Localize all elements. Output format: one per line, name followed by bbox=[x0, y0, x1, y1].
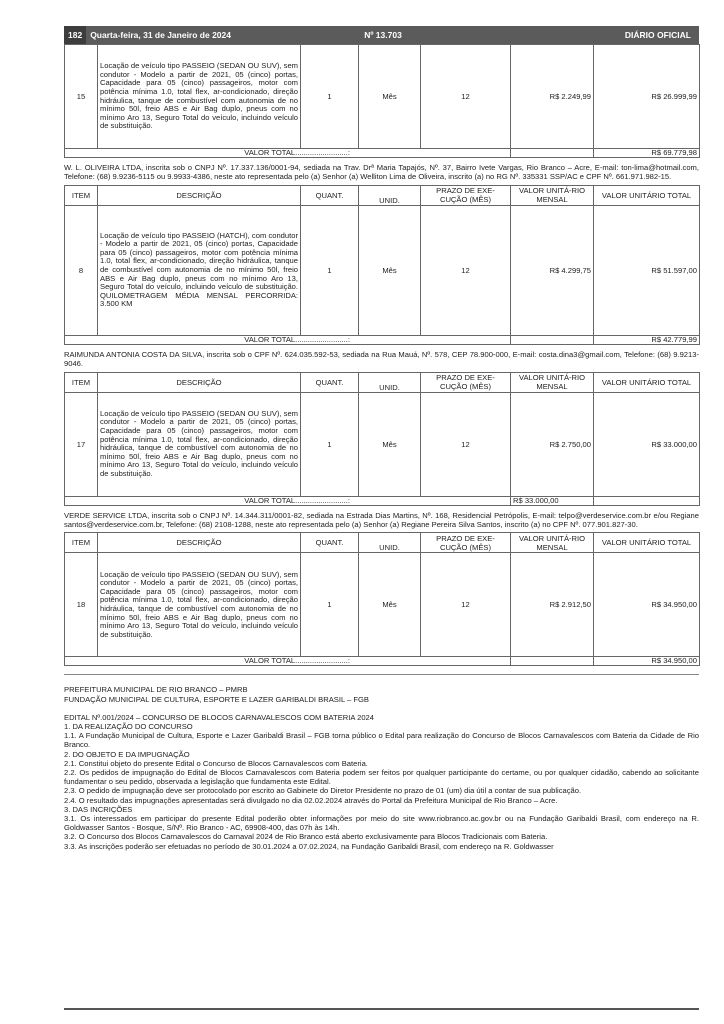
term-cell: 12 bbox=[421, 553, 511, 657]
col-term: PRAZO DE EXE-CUÇÃO (MÊS) bbox=[421, 185, 511, 205]
table-header-row bbox=[65, 185, 700, 205]
unit-cell: Mês bbox=[359, 205, 421, 335]
term-cell: 12 bbox=[421, 45, 511, 149]
item-cell: 15 bbox=[65, 45, 98, 149]
company-info: W. L. OLIVEIRA LTDA, inscrita sob o CNPJ Nº. 17.337.136/0001-94, sediada na Trav. Drª Maria Tapajós, Nº. 37, Bairro Ivete Vargas, Rio Branco – Acre, E-mail: ton-lima@hotmail.com, Telefone: (68) 9.9236-5115 ou 9.9933-4386, neste ato representada pelo (a) Senhor (a) Welliton Lima de Oliveira, inscrito (a) no RG Nº. 335331 SSP/AC e CPF Nº. 661.971.982-15. bbox=[64, 163, 699, 182]
col-total-value: VALOR UNITÁRIO TOTAL bbox=[594, 533, 700, 553]
total-mid: R$ 33.000,00 bbox=[511, 496, 594, 505]
total-row bbox=[65, 496, 700, 505]
table-row bbox=[65, 392, 700, 496]
total-value-cell: R$ 34.950,00 bbox=[594, 553, 700, 657]
total-value-cell: R$ 51.597,00 bbox=[594, 205, 700, 335]
term-cell: 12 bbox=[421, 205, 511, 335]
col-item: ITEM bbox=[65, 533, 98, 553]
company-info: RAIMUNDA ANTONIA COSTA DA SILVA, inscrita sob o CPF Nº. 624.035.592-53, sediada na Rua Mauá, Nº. 578, CEP 78.900-000, E-mail: costa.dina3@gmail.com, Telefone: (68) 9.9213-9046. bbox=[64, 349, 699, 369]
page-bottom-rule bbox=[64, 1008, 699, 1010]
contract-table-2 bbox=[64, 185, 700, 345]
total-mid bbox=[511, 657, 594, 666]
org-name: PREFEITURA MUNICIPAL DE RIO BRANCO – PMRB bbox=[64, 685, 248, 695]
edital-section bbox=[64, 685, 699, 850]
col-description: DESCRIÇÃO bbox=[98, 533, 301, 553]
org-name: FUNDAÇÃO MUNICIPAL DE CULTURA, ESPORTE E LAZER GARIBALDI BRASIL – FGB bbox=[64, 694, 369, 704]
section-divider bbox=[64, 674, 699, 675]
unit-cell: Mês bbox=[359, 392, 421, 496]
contract-table-4 bbox=[64, 532, 700, 666]
table-row bbox=[65, 553, 700, 657]
table-header-row bbox=[65, 372, 700, 392]
col-item: ITEM bbox=[65, 372, 98, 392]
monthly-value-cell: R$ 2.750,00 bbox=[511, 392, 594, 496]
edital-line: 1.1. A Fundação Municipal de Cultura, Esporte e Lazer Garibaldi Brasil – FGB torna público o Edital para realização do Concurso de Blocos Carnavalescos com Bateria da Cidade de Rio Branco. bbox=[64, 731, 699, 750]
item-cell: 8 bbox=[65, 205, 98, 335]
table-row bbox=[65, 45, 700, 149]
description-cell: Locação de veículo tipo PASSEIO (SEDAN OU SUV), sem condutor - Modelo a partir de 2021, 05 (cinco) portas, Capacidade para 05 (cinco) passageiros, motor com potência mínima 1.0, total flex, ar-condicionado, direção hidráulica, tanque de combustível com autonomia de no mínimo 50l, freio ABS e Air Bag duplo, pneus com no mínimo Aro 13, Seguro Total do veículo, incluindo veículo de substituição. bbox=[98, 392, 301, 496]
total-row bbox=[65, 149, 700, 158]
description-cell: Locação de veículo tipo PASSEIO (HATCH), com condutor - Modelo a partir de 2021, 05 (cinco) portas, Capacidade para 05 (cinco) passageiros, motor com potência mínima 1.0, total flex, ar-condicionado, direção hidráulica, tanque de combustível com autonomia de no mínimo 50l, freio ABS e Air Bag duplo, pneus com no mínimo Aro 13, Seguro Total do veículo, incluindo veículo de substituição. QUILOMETRAGEM MÉDIA MENSAL PERCORRIDA: 3.500 KM bbox=[98, 205, 301, 335]
col-quantity: QUANT. bbox=[301, 185, 359, 205]
monthly-value-cell: R$ 4.299,75 bbox=[511, 205, 594, 335]
edital-line: 2.1. Constitui objeto do presente Edital o Concurso de Blocos Carnavalescos com Bateria. bbox=[64, 758, 368, 768]
page-number: 182 bbox=[64, 26, 86, 44]
total-value-cell: R$ 26.999,99 bbox=[594, 45, 700, 149]
edital-line: 2.4. O resultado das impugnações apresentadas será divulgado no dia 02.02.2024 através do Portal da Prefeitura Municipal de Rio Branco – Acre. bbox=[64, 795, 558, 805]
total-mid bbox=[511, 149, 594, 158]
table-row bbox=[65, 205, 700, 335]
col-description: DESCRIÇÃO bbox=[98, 372, 301, 392]
edital-line: 2.2. Os pedidos de impugnação do Edital de Blocos Carnavalescos com Bateria podem ser feitos por qualquer participante do certame, ou por qualquer cidadão, cabendo ao solicitante fundamentar o seu pedido, observada a legislação que fundamenta este Edital. bbox=[64, 768, 699, 787]
term-cell: 12 bbox=[421, 392, 511, 496]
col-monthly-value: VALOR UNITÁ-RIO MENSAL bbox=[511, 372, 594, 392]
total-amount: R$ 69.779,98 bbox=[594, 149, 700, 158]
monthly-value-cell: R$ 2.249,99 bbox=[511, 45, 594, 149]
edition-number: Nº 13.703 bbox=[364, 30, 402, 40]
total-label: VALOR TOTAL.........................: bbox=[65, 335, 511, 344]
edital-line: 3.1. Os interessados em participar do presente Edital poderão obter informações por meio do site www.riobranco.ac.gov.br ou na Fundação Garibaldi Brasil, com endereço na R. Goldwasser Santos - Bosque, S/Nº. Rio Branco - AC, 69908-400, das 07h às 14h. bbox=[64, 814, 699, 833]
total-amount: R$ 42.779,99 bbox=[594, 335, 700, 344]
quantity-cell: 1 bbox=[301, 392, 359, 496]
spacer bbox=[64, 704, 699, 713]
total-amount: R$ 34.950,00 bbox=[594, 657, 700, 666]
col-monthly-value: VALOR UNITÁ-RIO MENSAL bbox=[511, 185, 594, 205]
total-row bbox=[65, 657, 700, 666]
contract-table-1 bbox=[64, 44, 700, 158]
quantity-cell: 1 bbox=[301, 45, 359, 149]
edital-line: 3.2. O Concurso dos Blocos Carnavalescos do Carnaval 2024 de Rio Branco está aberto exclusivamente para Blocos Tradicionais com Bateria. bbox=[64, 832, 548, 842]
unit-cell: Mês bbox=[359, 553, 421, 657]
col-item: ITEM bbox=[65, 185, 98, 205]
col-term: PRAZO DE EXE-CUÇÃO (MÊS) bbox=[421, 533, 511, 553]
table-header-row bbox=[65, 533, 700, 553]
col-quantity: QUANT. bbox=[301, 533, 359, 553]
edital-line: 1. DA REALIZAÇÃO DO CONCURSO bbox=[64, 722, 193, 732]
company-info: VERDE SERVICE LTDA, inscrita sob o CNPJ Nº. 14.344.311/0001-82, sediada na Estrada Dias Martins, Nº. 168, Residencial Petrópolis, E-mail: telpo@verdeservice.com.br e/ou Regiane santos@verdeservice.com.br, Telefone: (68) 2108-1288, neste ato representada pelo (a) Senhor (a) Regiane Pereira Silva Santos, inscrito (a) no CPF Nº. 077.901.827-30. bbox=[64, 510, 699, 530]
journal-title: DIÁRIO OFICIAL bbox=[624, 30, 691, 40]
edital-title: EDITAL Nº.001/2024 – CONCURSO DE BLOCOS CARNAVALESCOS COM BATERIA 2024 bbox=[64, 712, 374, 722]
col-unit: UNID. bbox=[359, 533, 421, 553]
description-cell: Locação de veículo tipo PASSEIO (SEDAN OU SUV), sem condutor - Modelo a partir de 2021, 05 (cinco) portas, Capacidade para 05 (cinco) passageiros, motor com potência mínima 1.0, total flex, ar-condicionado, direção hidráulica, tanque de combustível com autonomia de no mínimo 50l, freio ABS e Air Bag duplo, pneus com no mínimo Aro 13, Seguro Total do veículo, incluindo veículo de substituição. bbox=[98, 553, 301, 657]
edital-line: 3. DAS INCRIÇÕES bbox=[64, 804, 133, 814]
item-cell: 18 bbox=[65, 553, 98, 657]
description-cell: Locação de veículo tipo PASSEIO (SEDAN OU SUV), sem condutor - Modelo a partir de 2021, 05 (cinco) portas, Capacidade para 05 (cinco) passageiros, motor com potência mínima 1.0, total flex, ar-condicionado, direção hidráulica, tanque de combustível com autonomia de no mínimo 50l, freio ABS e Air Bag duplo, pneus com no mínimo Aro 13, Seguro Total do veículo, incluindo veículo de substituição. bbox=[98, 45, 301, 149]
col-total-value: VALOR UNITÁRIO TOTAL bbox=[594, 185, 700, 205]
header-date: Quarta-feira, 31 de Janeiro de 2024 bbox=[90, 30, 231, 40]
quantity-cell: 1 bbox=[301, 553, 359, 657]
total-value-cell: R$ 33.000,00 bbox=[594, 392, 700, 496]
col-unit: UNID. bbox=[359, 372, 421, 392]
total-label: VALOR TOTAL.........................: bbox=[65, 496, 511, 505]
total-row bbox=[65, 335, 700, 344]
contract-table-3 bbox=[64, 372, 700, 506]
edital-line: 2.3. O pedido de impugnação deve ser protocolado por escrito ao Gabinete do Diretor Presidente no prazo de 01 (um) dia útil a contar de sua publicação. bbox=[64, 786, 582, 796]
page-header bbox=[64, 26, 699, 44]
col-monthly-value: VALOR UNITÁ-RIO MENSAL bbox=[511, 533, 594, 553]
col-description: DESCRIÇÃO bbox=[98, 185, 301, 205]
total-label: VALOR TOTAL.........................: bbox=[65, 657, 511, 666]
edital-line: 2. DO OBJETO E DA IMPUGNAÇÃO bbox=[64, 749, 190, 759]
total-label: VALOR TOTAL.........................: bbox=[65, 149, 511, 158]
col-quantity: QUANT. bbox=[301, 372, 359, 392]
total-amount bbox=[594, 496, 700, 505]
monthly-value-cell: R$ 2.912,50 bbox=[511, 553, 594, 657]
col-unit: UNID. bbox=[359, 185, 421, 205]
total-mid bbox=[511, 335, 594, 344]
edital-line: 3.3. As inscrições poderão ser efetuadas no período de 30.01.2024 a 07.02.2024, na Fundação Garibaldi Brasil, com endereço na R. Goldwasser bbox=[64, 841, 554, 851]
unit-cell: Mês bbox=[359, 45, 421, 149]
item-cell: 17 bbox=[65, 392, 98, 496]
quantity-cell: 1 bbox=[301, 205, 359, 335]
col-total-value: VALOR UNITÁRIO TOTAL bbox=[594, 372, 700, 392]
col-term: PRAZO DE EXE-CUÇÃO (MÊS) bbox=[421, 372, 511, 392]
document-page bbox=[64, 26, 699, 851]
